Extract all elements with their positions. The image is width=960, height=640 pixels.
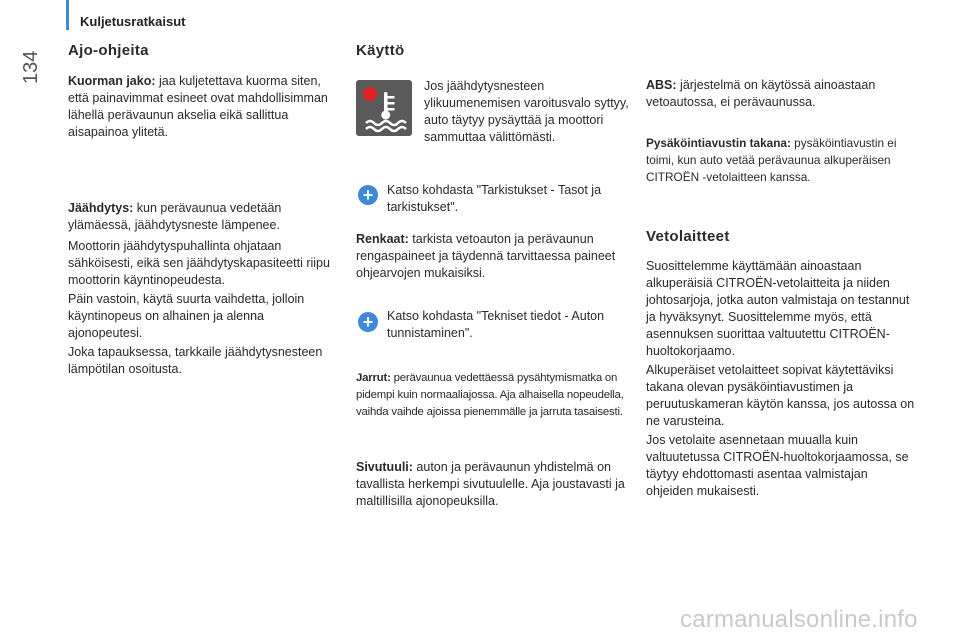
tyres-text: tarkista vetoauton ja perävaunun rengaspaineet ja täydennä tarvittaessa paineet ohjearvojen mukaisiksi. (356, 232, 616, 280)
coolant-temperature-warning-icon (356, 80, 412, 136)
ref-checks-text: Katso kohdasta "Tarkistukset - Tasot ja tarkistukset". (387, 183, 602, 214)
cooling-paragraph (68, 200, 336, 234)
fan-paragraph: Moottorin jäähdytyspuhallinta ohjataan sähköisesti, eikä sen jäähdytyskapasiteetti riipu moottorin käyntinopeudesta. (68, 239, 330, 287)
section-header: Kuljetusratkaisut (80, 14, 186, 29)
tyres-label: Renkaat: (356, 232, 409, 246)
watermark: carmanualsonline.info (680, 606, 918, 633)
towbar-compatibility-paragraph: Alkuperäiset vetolaitteet sopivat käytettäviksi takana olevan pysäköintiavustimen ja peruutuskameran käytön kanssa, jos autossa on ne varusteina. (646, 363, 915, 428)
cooling-label: Jäähdytys: (68, 201, 134, 215)
header-accent-bar (66, 0, 69, 30)
parking-assist-paragraph (646, 135, 916, 186)
crosswind-paragraph (356, 459, 628, 510)
tyres-paragraph (356, 231, 631, 282)
vetolaitteet-title: Vetolaitteet (646, 228, 730, 245)
towbar-installation-paragraph: Jos vetolaite asennetaan muualla kuin valtuutetussa CITROËN-huoltokorjaamossa, se täytyy ehdottomasti asentaa valmistajan ohjeiden mukaisesti. (646, 433, 909, 498)
brakes-label: Jarrut: (356, 372, 391, 384)
cooling-text: kun perävaunua vedetään ylämäessä, jäähdytysneste lämpenee. (68, 201, 282, 232)
gear-paragraph: Päin vastoin, käytä suurta vaihdetta, jolloin käyntinopeus on alhainen ja alenna ajonopeutesi. (68, 292, 305, 340)
crosswind-label: Sivutuuli: (356, 460, 413, 474)
abs-text: järjestelmä on käytössä ainoastaan vetoautossa, ei perävaunussa. (646, 78, 876, 109)
plus-icon: + (358, 185, 378, 205)
kaytto-title: Käyttö (356, 42, 405, 59)
crosswind-text: auton ja perävaunun yhdistelmä on tavallista herkempi sivutuulelle. Aja joustavasti ja maltillisilla ajonopeuksilla. (356, 460, 625, 508)
brakes-text: perävaunua vedettäessä pysähtymismatka on pidempi kuin normaaliajossa. Aja alhaisella nopeudella, vaihda vaihde ajoissa pienemmälle ja jarruta tasaisesti. (356, 372, 624, 418)
temperature-paragraph: Joka tapauksessa, tarkkaile jäähdytysnesteen lämpötilan osoitusta. (68, 345, 323, 376)
load-label: Kuorman jako: (68, 74, 156, 88)
abs-label: ABS: (646, 78, 677, 92)
brakes-paragraph (356, 370, 631, 421)
load-text: jaa kuljetettava kuorma siten, että painavimmat esineet ovat mahdollisimman lähellä perävaunun akselia eikä sallittua aisapainoa ylitetä. (68, 74, 328, 139)
parking-label: Pysäköintiavustin takana: (646, 136, 791, 150)
abs-paragraph (646, 77, 916, 111)
parking-text: pysäköintiavustin ei toimi, kun auto vetää perävaunua alkuperäisen CITROËN -vetolaitteen kanssa. (646, 136, 897, 184)
load-distribution-paragraph (68, 73, 336, 141)
towbar-recommendation-paragraph: Suosittelemme käyttämään ainoastaan alkuperäisiä CITROËN-vetolaitteita ja niiden johtosarjoja, jotka auton valmistaja on testannut ja hyväksynyt. Suosittelemme myös, että asennuksen suorittaa valtuutettu CITROËN-huoltokorjaamo. (646, 259, 910, 358)
page-number-text: 134 (20, 50, 42, 84)
ref-technical-text: Katso kohdasta "Tekniset tiedot - Auton tunnistaminen". (387, 309, 605, 340)
page-number (20, 12, 43, 84)
coolant-warning-text: Jos jäähdytysnesteen ylikuumenemisen varoitusvalo syttyy, auto täytyy pysäyttää ja moottori sammuttaa välittömästi. (424, 79, 629, 144)
plus-icon: + (358, 312, 378, 332)
ajo-ohjeita-title: Ajo-ohjeita (68, 42, 149, 59)
